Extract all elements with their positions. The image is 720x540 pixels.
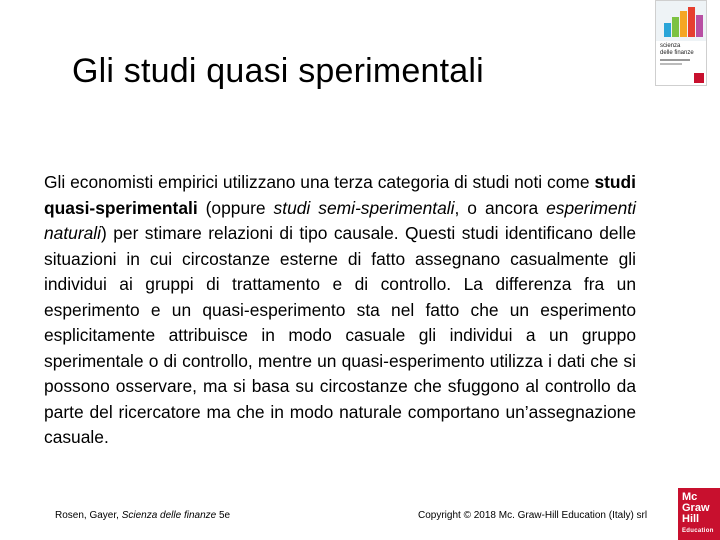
book-cover-graphic — [656, 1, 707, 41]
footer-citation-edition: 5e — [216, 510, 231, 521]
footer-citation — [55, 510, 230, 521]
slide-title: Gli studi quasi sperimentali — [72, 52, 484, 90]
publisher-logo-line: Education — [682, 528, 714, 534]
italic-term: esperimenti naturali — [44, 197, 636, 243]
cover-bar — [688, 7, 695, 37]
book-cover-thumbnail — [655, 0, 707, 86]
body-text-part: ) per stimare relazioni di tipo causale. Questi studi identificano delle situazioni in cui circostanze esterne di fatto assegnano casualmente gli individui ai gruppi di trattamento e di controllo. La differenza fra un esperimento e un quasi-esperimento sta nel fatto che un esperimento esplicitamente attribuisce in modo casuale gli individui a un gruppo sperimentale o di controllo, mentre un quasi-esperimento utilizza i dati che si possono osservare, ma si basa su circostanze che sfuggono al controllo da parte del ricercatore ma che in modo naturale comportano un’assegnazione casuale. — [44, 223, 636, 447]
body-text-part: (oppure — [197, 197, 274, 218]
body-text-part: , o ancora — [454, 197, 547, 218]
publisher-logo — [678, 488, 720, 540]
bold-term: studi quasi-sperimentali — [44, 172, 636, 218]
cover-bar — [664, 23, 671, 37]
cover-bar — [672, 17, 679, 37]
book-cover-authors — [660, 63, 682, 65]
publisher-logo-line: Mc — [682, 491, 698, 503]
publisher-logo-line: Hill — [682, 513, 700, 525]
book-cover-title-line: delle finanze — [660, 50, 694, 56]
footer-copyright: Copyright © 2018 Mc. Graw-Hill Education (Italy) srl — [418, 510, 648, 521]
cover-bar — [696, 15, 703, 37]
book-cover-publisher-logo — [694, 73, 704, 83]
book-cover-authors — [660, 59, 690, 61]
footer-citation-authors: Rosen, Gayer, — [55, 510, 122, 521]
italic-term: studi semi-sperimentali — [273, 197, 455, 218]
publisher-logo-line: Graw — [682, 502, 710, 514]
book-cover-title-line: scienza — [660, 43, 681, 49]
footer-citation-book: Scienza delle finanze — [121, 510, 217, 521]
book-cover-title — [660, 43, 694, 57]
cover-bar — [680, 11, 687, 37]
body-text-part: Gli economisti empirici utilizzano una terza categoria di studi noti come — [44, 172, 595, 192]
body-paragraph — [44, 170, 636, 451]
